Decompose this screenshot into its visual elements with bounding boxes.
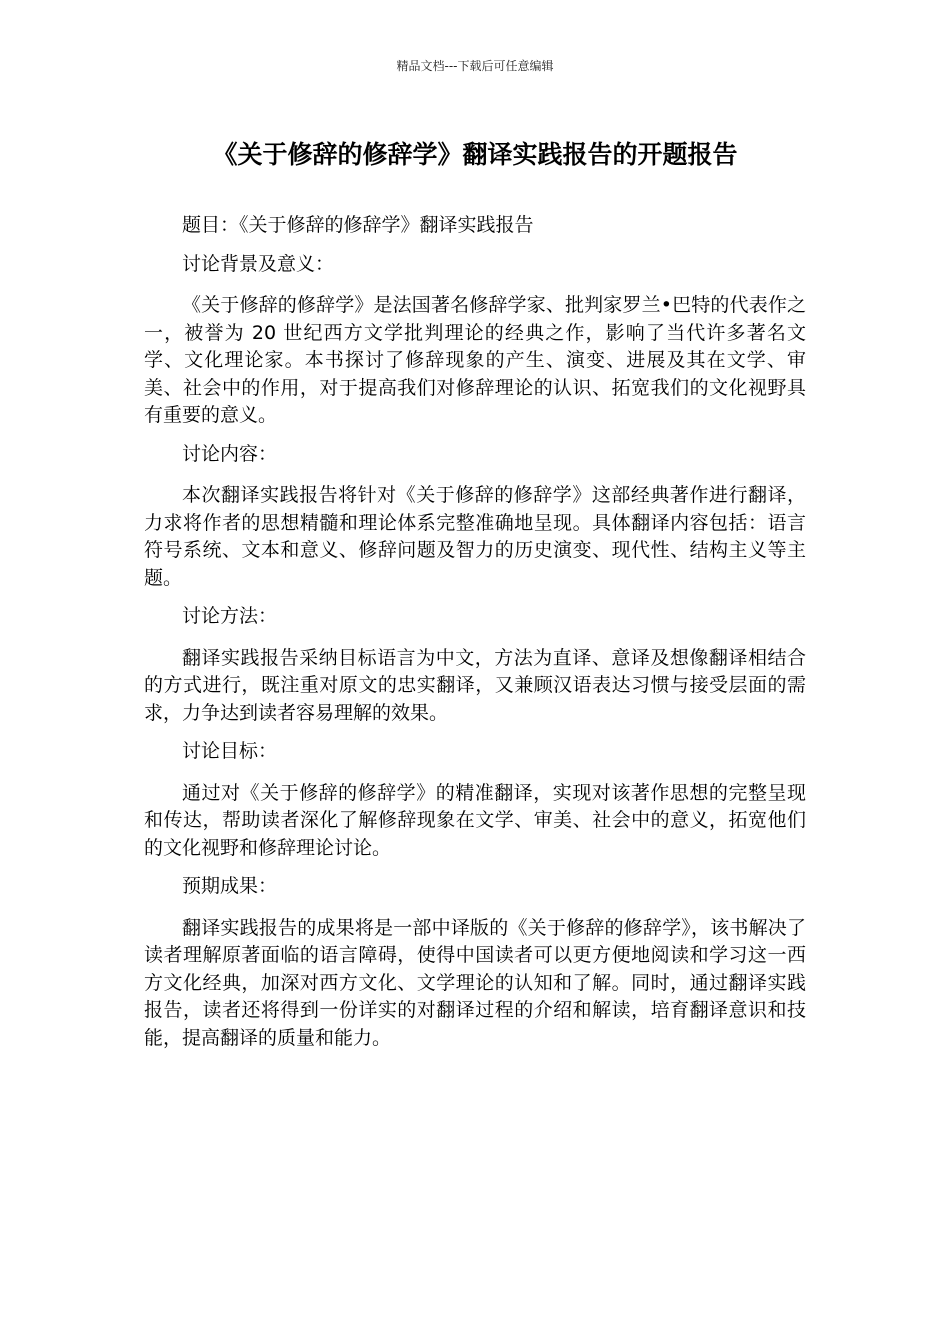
section-body-background: 《关于修辞的修辞学》是法国著名修辞学家、批判家罗兰•巴特的代表作之一，被誉为 20 世纪西方文学批判理论的经典之作，影响了当代许多著名文学、文化理论家。本书探讨了修辞现象的产生、演变、进展及其在文学、审美、社会中的作用，对于提高我们对修辞理论的认识、拓宽我们的文化视野具有重要的意义。 [144,294,806,426]
section-body-goal: 通过对《关于修辞的修辞学》的精准翻译，实现对该著作思想的完整呈现和传达，帮助读者深化了解修辞现象在文学、审美、社会中的意义，拓宽他们的文化视野和修辞理论讨论。 [144,781,806,859]
section-heading-content: 讨论内容： [182,442,278,465]
header-note: 精品文档---下载后可任意编辑 [396,59,554,73]
section-heading-method: 讨论方法： [182,605,278,627]
section-heading-outcome: 预期成果： [182,875,278,897]
section-heading-goal: 讨论目标： [182,740,278,762]
section-body-outcome: 翻译实践报告的成果将是一部中译版的《关于修辞的修辞学》，该书解决了读者理解原著面临的语言障碍，使得中国读者可以更方便地阅读和学习这一西方文化经典，加深对西方文化、文学理论的认知和了解。同时，通过翻译实践报告，读者还将得到一份详实的对翻译过程的介绍和解读，培育翻译意识和技能，提高翻译的质量和能力。 [144,916,806,1049]
section-body-content: 本次翻译实践报告将针对《关于修辞的修辞学》这部经典著作进行翻译，力求将作者的思想精髓和理论体系完整准确地呈现。具体翻译内容包括：语言符号系统、文本和意义、修辞问题及智力的历史演变、现代性、结构主义等主题。 [144,484,806,589]
document-title: 《关于修辞的修辞学》翻译实践报告的开题报告 [212,140,738,169]
subject-line: 题目：《关于修辞的修辞学》翻译实践报告 [182,214,534,236]
section-body-method: 翻译实践报告采纳目标语言为中文，方法为直译、意译及想像翻译相结合的方式进行，既注重对原文的忠实翻译，又兼顾汉语表达习惯与接受层面的需求，力争达到读者容易理解的效果。 [144,646,806,724]
document-body [144,212,806,1052]
section-heading-background: 讨论背景及意义： [182,252,335,275]
